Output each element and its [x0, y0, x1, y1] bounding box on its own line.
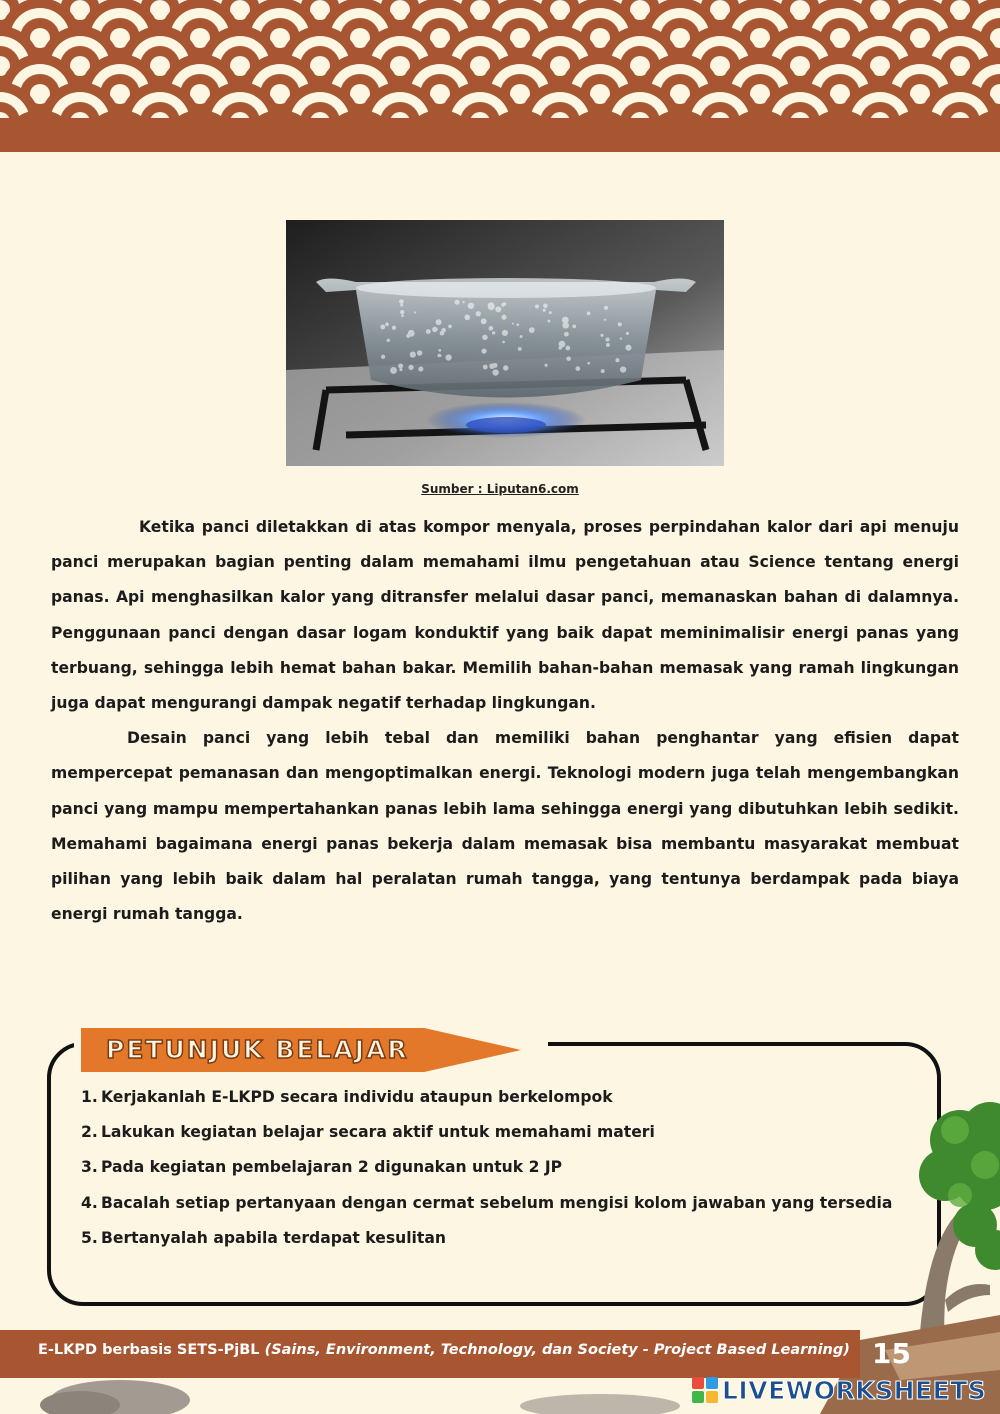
step-number: 5.	[81, 1228, 98, 1247]
boiling-pot-photo	[286, 220, 724, 466]
step-text: Lakukan kegiatan belajar secara aktif untuk memahami materi	[101, 1123, 655, 1142]
footer-text	[38, 1342, 850, 1358]
header-scale-pattern	[0, 0, 1000, 118]
step-text: Pada kegiatan pembelajaran 2 digunakan untuk 2 JP	[101, 1158, 563, 1177]
liveworksheets-logo-icon	[692, 1377, 718, 1403]
page-number: 15	[872, 1337, 911, 1370]
step-text: Bacalah setiap pertanyaan dengan cermat sebelum mengisi kolom jawaban yang tersedia	[101, 1193, 893, 1212]
article-paragraph-2: Desain panci yang lebih tebal dan memiliki bahan penghantar yang efisien dapat mempercepat pemanasan dan mengoptimalkan energi. Teknologi modern juga telah mengembangkan panci yang mampu mempertahankan panas lebih lama sehingga energi yang dibutuhkan lebih sedikit. Memahami bagaimana energi panas bekerja dalam memasak bisa membantu masyarakat membuat pilihan yang lebih baik dalam hal peralatan rumah tangga, yang tentunya berdampak pada biaya energi rumah tangga.	[51, 729, 959, 924]
footer-label: E-LKPD berbasis SETS-PjBL	[38, 1342, 260, 1358]
step-text: Kerjakanlah E-LKPD secara individu ataupun berkelompok	[101, 1088, 613, 1106]
header-band	[0, 118, 1000, 152]
liveworksheets-text: LIVEWORKSHEETS	[722, 1375, 987, 1405]
photo-caption: Sumber : Liputan6.com	[421, 482, 579, 496]
step-number: 2.	[81, 1123, 98, 1142]
article-body	[51, 510, 959, 932]
step-number: 1.	[81, 1088, 98, 1106]
step-text: Bertanyalah apabila terdapat kesulitan	[101, 1228, 446, 1247]
liveworksheets-watermark	[692, 1374, 986, 1406]
article-paragraph-1: Ketika panci diletakkan di atas kompor menyala, proses perpindahan kalor dari api menuju panci merupakan bagian penting dalam memahami ilmu pengetahuan atau Science tentang energi panas. Api menghasilkan kalor yang ditransfer melalui dasar panci, memanaskan bahan di dalamnya. Penggunaan panci dengan dasar logam konduktif yang baik dapat meminimalisir energi panas yang terbuang, sehingga lebih hemat bahan bakar. Memilih bahan-bahan memasak yang ramah lingkungan juga dapat mengurangi dampak negatif terhadap lingkungan.	[51, 518, 959, 713]
step-number: 4.	[81, 1193, 98, 1212]
footer-subtitle: (Sains, Environment, Technology, dan Society - Project Based Learning)	[264, 1342, 850, 1358]
instructions-title: PETUNJUK BELAJAR	[106, 1035, 409, 1064]
step-number: 3.	[81, 1158, 98, 1177]
